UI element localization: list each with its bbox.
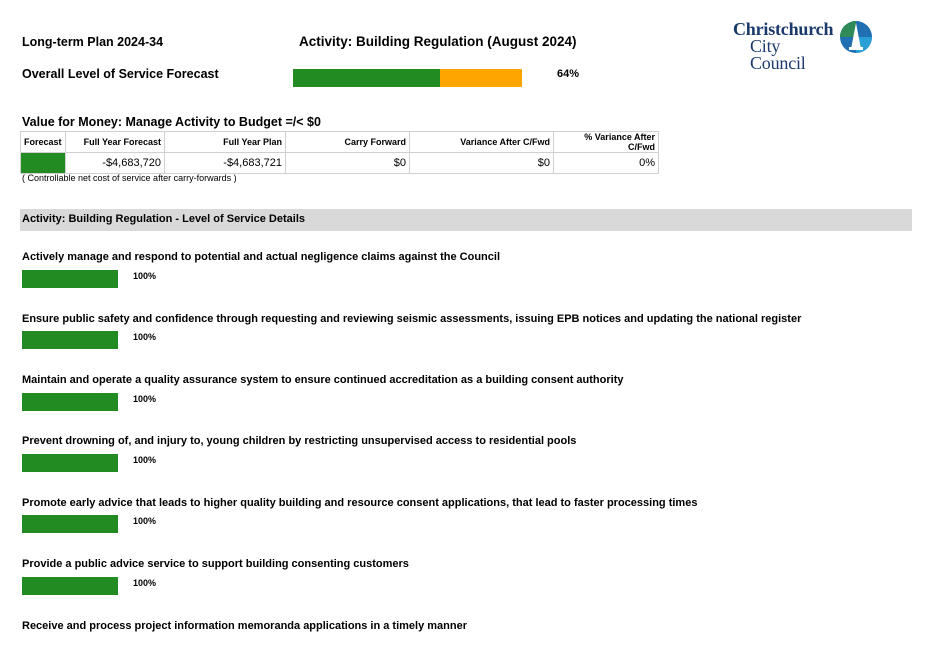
variance-value: $0 bbox=[410, 153, 554, 174]
full-year-forecast-value: -$4,683,720 bbox=[66, 153, 165, 174]
value-for-money-title: Value for Money: Manage Activity to Budget =/< $0 bbox=[22, 115, 321, 129]
carry-forward-value: $0 bbox=[286, 153, 410, 174]
budget-table bbox=[20, 131, 659, 174]
service-item-bar bbox=[22, 577, 118, 595]
service-item-title: Provide a public advice service to support building consenting customers bbox=[22, 558, 409, 570]
service-item-percent: 100% bbox=[133, 578, 157, 588]
service-item-percent: 100% bbox=[133, 394, 157, 404]
logo-line2: City Council bbox=[750, 36, 806, 73]
service-item-bar bbox=[22, 515, 118, 533]
budget-footnote: ( Controllable net cost of service after carry-forwards ) bbox=[22, 173, 237, 183]
cathedral-icon bbox=[838, 20, 874, 54]
col-full-year-forecast: Full Year Forecast bbox=[66, 132, 165, 153]
overall-label: Overall Level of Service Forecast bbox=[22, 67, 219, 81]
service-item-bar bbox=[22, 454, 118, 472]
overall-percent: 64% bbox=[557, 68, 580, 80]
plan-title: Long-term Plan 2024-34 bbox=[22, 35, 164, 49]
col-carry-forward: Carry Forward bbox=[286, 132, 410, 153]
service-item-bar bbox=[22, 270, 118, 288]
details-section-title: Activity: Building Regulation - Level of Service Details bbox=[22, 213, 306, 225]
col-variance: Variance After C/Fwd bbox=[410, 132, 554, 153]
service-item-title: Promote early advice that leads to higher quality building and resource consent applications, that lead to faster processing times bbox=[22, 497, 698, 509]
service-item-percent: 100% bbox=[133, 271, 157, 281]
col-forecast: Forecast bbox=[21, 132, 66, 153]
overall-bar-green bbox=[293, 69, 440, 87]
service-item-title: Ensure public safety and confidence through requesting and reviewing seismic assessments, issuing EPB notices and updating the national register bbox=[22, 313, 802, 325]
overall-progress-bar bbox=[293, 69, 522, 87]
pct-variance-value: 0% bbox=[554, 153, 659, 174]
service-item-percent: 100% bbox=[133, 455, 157, 465]
council-logo bbox=[733, 19, 883, 73]
service-item-percent: 100% bbox=[133, 516, 157, 526]
overall-bar-orange bbox=[440, 69, 522, 87]
logo-line1: Christchurch bbox=[733, 19, 834, 39]
service-item-bar bbox=[22, 393, 118, 411]
col-full-year-plan: Full Year Plan bbox=[165, 132, 286, 153]
service-item-bar bbox=[22, 331, 118, 349]
col-pct-variance: % Variance After C/Fwd bbox=[554, 132, 659, 153]
forecast-status-swatch bbox=[21, 153, 66, 174]
activity-title: Activity: Building Regulation (August 2024) bbox=[299, 34, 577, 49]
service-item-title: Actively manage and respond to potential and actual negligence claims against the Council bbox=[22, 251, 500, 263]
service-item-title: Maintain and operate a quality assurance system to ensure continued accreditation as a building consent authority bbox=[22, 374, 624, 386]
full-year-plan-value: -$4,683,721 bbox=[165, 153, 286, 174]
details-section-header bbox=[20, 209, 912, 231]
service-item-title: Receive and process project information memoranda applications in a timely manner bbox=[22, 620, 468, 632]
service-item-title: Prevent drowning of, and injury to, young children by restricting unsupervised access to residential pools bbox=[22, 435, 577, 447]
service-item-percent: 100% bbox=[133, 332, 157, 342]
